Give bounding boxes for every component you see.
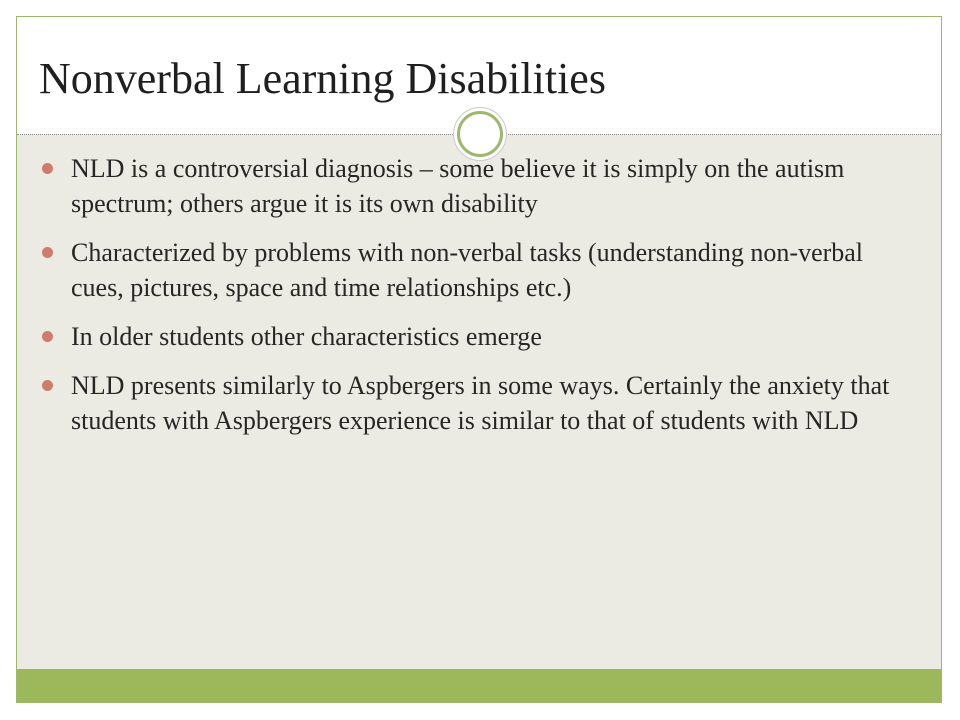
bullet-item (39, 235, 919, 305)
bullet-item (39, 151, 919, 221)
slide-frame (16, 16, 942, 703)
bullet-text: NLD is a controversial diagnosis – some believe it is simply on the autism spectrum; others argue it is its own disability (71, 154, 845, 218)
bullet-dot-icon (42, 331, 53, 342)
slide-content (39, 151, 919, 452)
footer-bar (17, 669, 941, 702)
bullet-text: Characterized by problems with non-verbal tasks (understanding non-verbal cues, pictures, space and time relationships etc.) (71, 238, 864, 302)
bullet-list (39, 151, 919, 438)
bullet-dot-icon (42, 247, 53, 258)
bullet-item (39, 319, 919, 354)
bullet-text: NLD presents similarly to Aspbergers in some ways. Certainly the anxiety that students with Aspbergers experience is similar to that of students with NLD (71, 371, 890, 435)
bullet-text: In older students other characteristics emerge (71, 322, 542, 351)
slide-title: Nonverbal Learning Disabilities (39, 54, 606, 103)
bullet-dot-icon (42, 380, 53, 391)
bullet-item (39, 368, 919, 438)
bullet-dot-icon (42, 163, 53, 174)
